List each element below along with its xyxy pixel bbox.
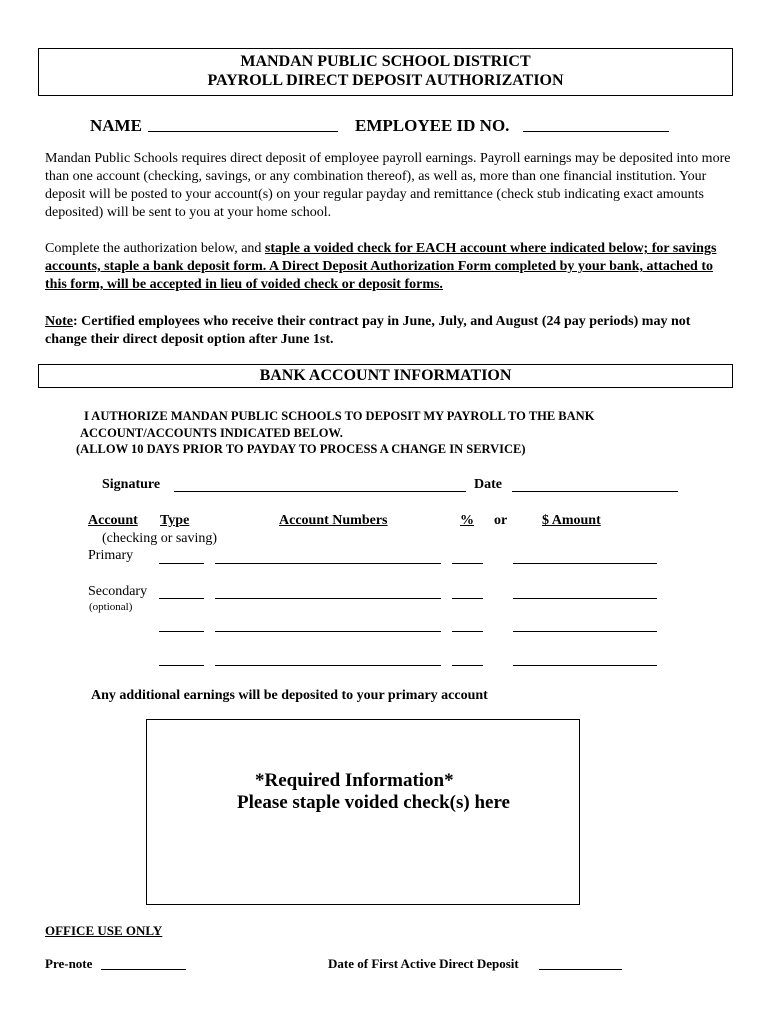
column-type-sub: (checking or saving) xyxy=(102,531,218,546)
date-field[interactable] xyxy=(512,491,678,492)
bank-section-header xyxy=(38,364,733,388)
column-account: Account xyxy=(88,513,138,528)
row4-account-field[interactable] xyxy=(215,665,441,666)
column-type: Type xyxy=(160,513,190,528)
signature-field[interactable] xyxy=(174,491,466,492)
secondary-type-field[interactable] xyxy=(159,598,204,599)
primary-account-field[interactable] xyxy=(215,563,441,564)
note-label: Note xyxy=(45,314,73,329)
instructions-paragraph xyxy=(45,240,735,294)
staple-instructions-text: Please staple voided check(s) here xyxy=(237,792,510,813)
employee-id-field[interactable] xyxy=(523,131,669,132)
secondary-amount-field[interactable] xyxy=(513,598,657,599)
row3-amount-field[interactable] xyxy=(513,631,657,632)
authorization-line-2: ACCOUNT/ACCOUNTS INDICATED BELOW. xyxy=(80,426,343,440)
row-optional-label: (optional) xyxy=(89,601,133,613)
bank-section-title: BANK ACCOUNT INFORMATION xyxy=(259,367,512,384)
title-box xyxy=(38,48,733,96)
title-line-2: PAYROLL DIRECT DEPOSIT AUTHORIZATION xyxy=(207,72,564,89)
first-deposit-field[interactable] xyxy=(539,969,622,970)
row3-type-field[interactable] xyxy=(159,631,204,632)
row3-account-field[interactable] xyxy=(215,631,441,632)
signature-label: Signature xyxy=(102,477,161,492)
instructions-emphasis: staple a voided check for EACH account where indicated below; for savings accounts, staple a bank deposit form. A Direct Deposit Authorization Form completed by your bank, attached to this form, will be accepted in lieu of voided check or deposit forms. xyxy=(45,241,717,292)
date-label: Date xyxy=(474,477,502,492)
column-percent: % xyxy=(460,513,474,528)
row-primary-label: Primary xyxy=(88,548,134,563)
prenote-label: Pre-note xyxy=(45,956,93,971)
office-use-title: OFFICE USE ONLY xyxy=(45,923,163,938)
intro-paragraph: Mandan Public Schools requires direct deposit of employee payroll earnings. Payroll earnings may be deposited into more than one account (checking, savings, or any combination thereof), as well as, more than one financial institution. Your deposit will be posted to your account(s) on your regular payday and remittance (check stub indicating exact amounts deposited) will be sent to you at your home school. xyxy=(45,151,731,220)
row4-percent-field[interactable] xyxy=(452,665,483,666)
staple-check-box xyxy=(146,719,580,905)
primary-percent-field[interactable] xyxy=(452,563,483,564)
prenote-field[interactable] xyxy=(101,969,186,970)
note-text: : Certified employees who receive their contract pay in June, July, and August (24 pay periods) may not change their direct deposit option after June 1st. xyxy=(45,314,691,347)
first-deposit-label: Date of First Active Direct Deposit xyxy=(328,956,519,971)
row4-amount-field[interactable] xyxy=(513,665,657,666)
row4-type-field[interactable] xyxy=(159,665,204,666)
additional-earnings-note: Any additional earnings will be deposited to your primary account xyxy=(91,688,488,703)
employee-id-label: EMPLOYEE ID NO. xyxy=(355,116,510,135)
title-line-1: MANDAN PUBLIC SCHOOL DISTRICT xyxy=(240,53,531,70)
required-information-text: *Required Information* xyxy=(255,770,454,791)
row3-percent-field[interactable] xyxy=(452,631,483,632)
authorization-line-1: I AUTHORIZE MANDAN PUBLIC SCHOOLS TO DEPOSIT MY PAYROLL TO THE BANK xyxy=(84,409,595,423)
name-label: NAME xyxy=(90,116,142,135)
column-or: or xyxy=(494,513,508,528)
authorization-line-3: (ALLOW 10 DAYS PRIOR TO PAYDAY TO PROCESS A CHANGE IN SERVICE) xyxy=(76,442,526,456)
note-paragraph xyxy=(45,313,735,349)
secondary-percent-field[interactable] xyxy=(452,598,483,599)
column-account-numbers: Account Numbers xyxy=(279,513,388,528)
primary-type-field[interactable] xyxy=(159,563,204,564)
row-secondary-label: Secondary xyxy=(88,584,148,599)
name-field[interactable] xyxy=(148,131,338,132)
secondary-account-field[interactable] xyxy=(215,598,441,599)
primary-amount-field[interactable] xyxy=(513,563,657,564)
column-amount: $ Amount xyxy=(542,513,601,528)
instructions-plain: Complete the authorization below, and xyxy=(45,241,265,256)
